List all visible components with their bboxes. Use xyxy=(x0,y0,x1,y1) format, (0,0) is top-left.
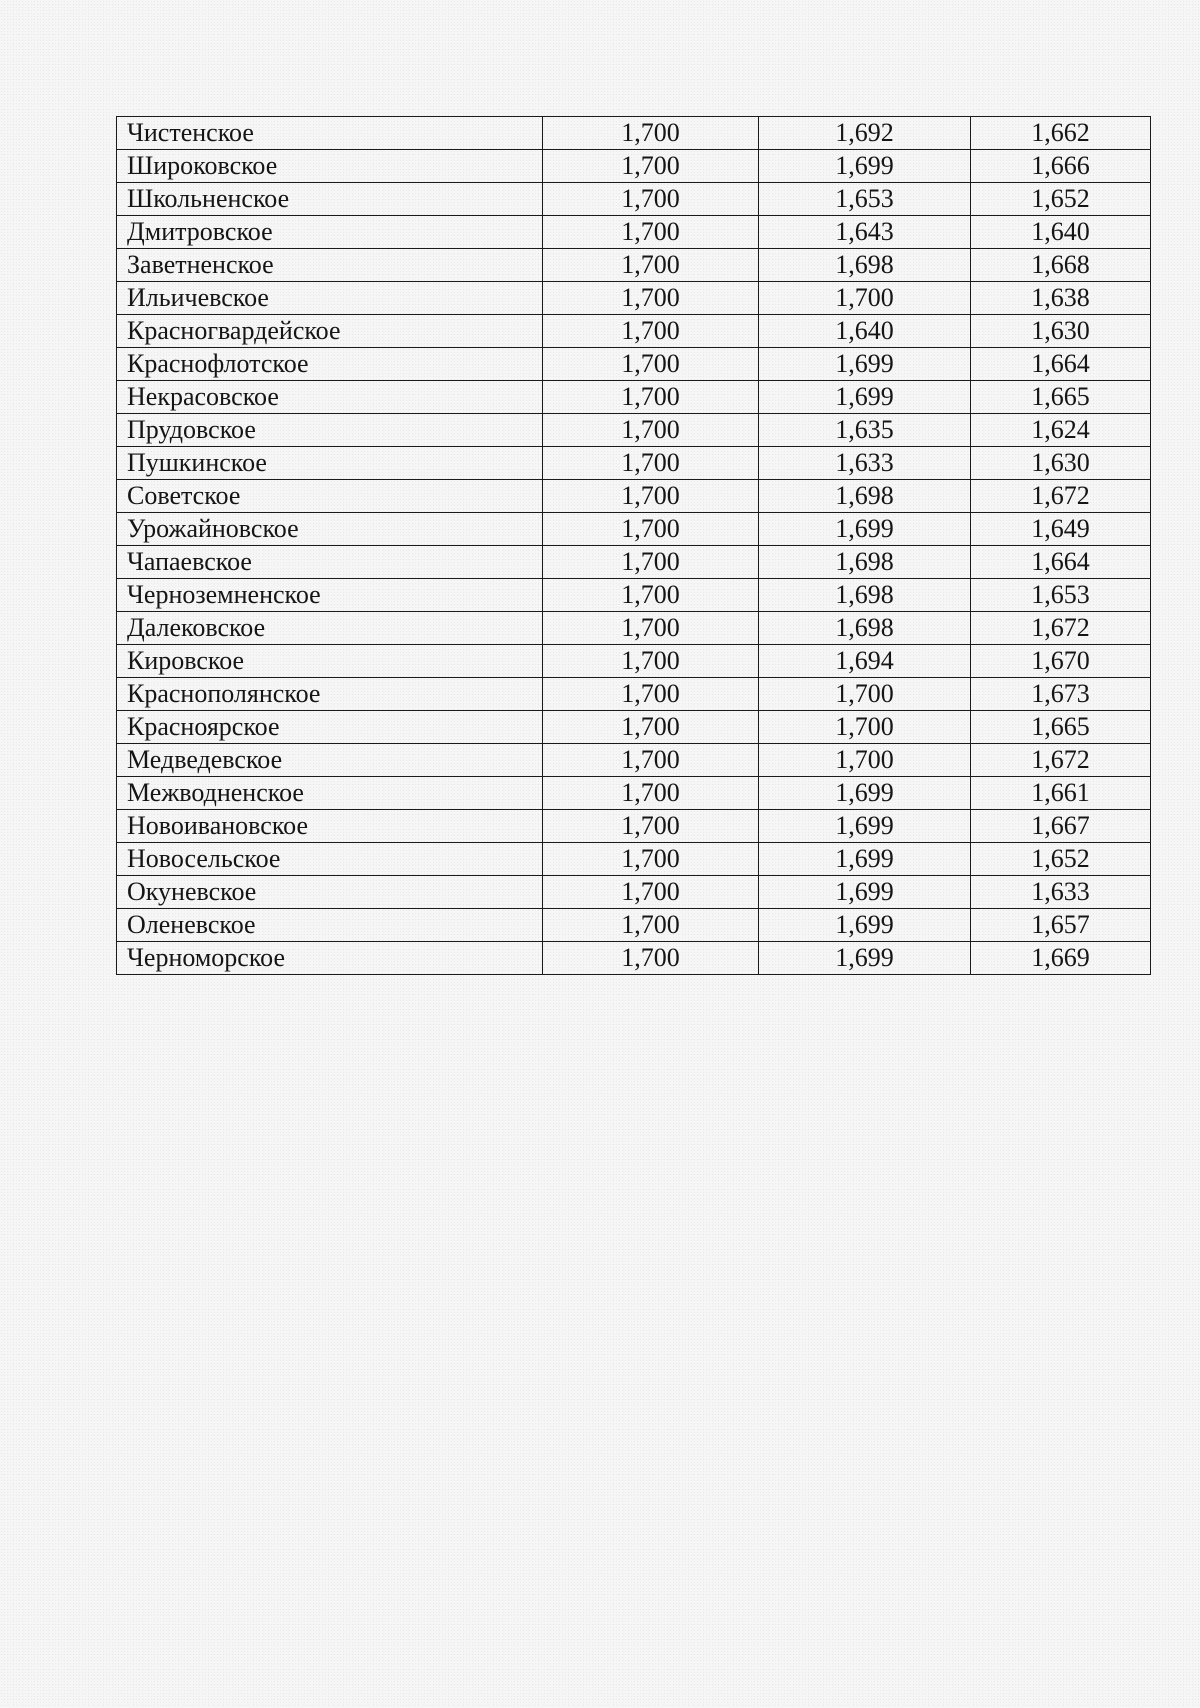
value-1-cell: 1,700 xyxy=(543,348,759,381)
value-1-cell: 1,700 xyxy=(543,447,759,480)
value-2-cell: 1,653 xyxy=(759,183,971,216)
settlement-name-cell: Черноморское xyxy=(117,942,543,975)
table-row xyxy=(117,282,1151,315)
settlement-name-cell: Урожайновское xyxy=(117,513,543,546)
value-2-cell: 1,635 xyxy=(759,414,971,447)
value-3-cell: 1,670 xyxy=(971,645,1151,678)
table-row xyxy=(117,876,1151,909)
value-2-cell: 1,699 xyxy=(759,909,971,942)
table-row xyxy=(117,150,1151,183)
value-3-cell: 1,630 xyxy=(971,315,1151,348)
value-3-cell: 1,638 xyxy=(971,282,1151,315)
value-1-cell: 1,700 xyxy=(543,513,759,546)
value-1-cell: 1,700 xyxy=(543,876,759,909)
value-3-cell: 1,664 xyxy=(971,348,1151,381)
settlement-name-cell: Ильичевское xyxy=(117,282,543,315)
value-2-cell: 1,700 xyxy=(759,282,971,315)
settlement-name-cell: Кировское xyxy=(117,645,543,678)
value-3-cell: 1,664 xyxy=(971,546,1151,579)
table-row xyxy=(117,579,1151,612)
value-2-cell: 1,699 xyxy=(759,381,971,414)
settlement-name-cell: Красногвардейское xyxy=(117,315,543,348)
settlement-name-cell: Межводненское xyxy=(117,777,543,810)
value-3-cell: 1,657 xyxy=(971,909,1151,942)
value-1-cell: 1,700 xyxy=(543,579,759,612)
table-row xyxy=(117,513,1151,546)
value-1-cell: 1,700 xyxy=(543,843,759,876)
value-3-cell: 1,672 xyxy=(971,744,1151,777)
table-row xyxy=(117,744,1151,777)
value-1-cell: 1,700 xyxy=(543,282,759,315)
settlement-name-cell: Далековское xyxy=(117,612,543,645)
value-3-cell: 1,667 xyxy=(971,810,1151,843)
settlement-name-cell: Черноземненское xyxy=(117,579,543,612)
table-row xyxy=(117,315,1151,348)
value-1-cell: 1,700 xyxy=(543,777,759,810)
table-row xyxy=(117,414,1151,447)
value-1-cell: 1,700 xyxy=(543,414,759,447)
settlement-name-cell: Оленевское xyxy=(117,909,543,942)
value-3-cell: 1,661 xyxy=(971,777,1151,810)
value-2-cell: 1,692 xyxy=(759,117,971,150)
value-2-cell: 1,640 xyxy=(759,315,971,348)
settlement-name-cell: Заветненское xyxy=(117,249,543,282)
table-row xyxy=(117,909,1151,942)
settlement-name-cell: Новоивановское xyxy=(117,810,543,843)
value-1-cell: 1,700 xyxy=(543,381,759,414)
settlement-name-cell: Чистенское xyxy=(117,117,543,150)
table-row xyxy=(117,612,1151,645)
settlement-name-cell: Школьненское xyxy=(117,183,543,216)
value-2-cell: 1,694 xyxy=(759,645,971,678)
value-2-cell: 1,699 xyxy=(759,843,971,876)
table-row xyxy=(117,348,1151,381)
value-3-cell: 1,652 xyxy=(971,183,1151,216)
value-1-cell: 1,700 xyxy=(543,315,759,348)
settlement-name-cell: Медведевское xyxy=(117,744,543,777)
value-2-cell: 1,699 xyxy=(759,513,971,546)
value-2-cell: 1,698 xyxy=(759,612,971,645)
value-2-cell: 1,699 xyxy=(759,942,971,975)
value-1-cell: 1,700 xyxy=(543,249,759,282)
value-1-cell: 1,700 xyxy=(543,546,759,579)
value-1-cell: 1,700 xyxy=(543,183,759,216)
settlement-name-cell: Дмитровское xyxy=(117,216,543,249)
table-row xyxy=(117,546,1151,579)
settlement-name-cell: Чапаевское xyxy=(117,546,543,579)
value-2-cell: 1,699 xyxy=(759,150,971,183)
value-3-cell: 1,669 xyxy=(971,942,1151,975)
settlement-name-cell: Некрасовское xyxy=(117,381,543,414)
value-3-cell: 1,665 xyxy=(971,711,1151,744)
table-row xyxy=(117,942,1151,975)
value-2-cell: 1,700 xyxy=(759,744,971,777)
value-2-cell: 1,698 xyxy=(759,546,971,579)
table-row xyxy=(117,843,1151,876)
value-3-cell: 1,653 xyxy=(971,579,1151,612)
value-1-cell: 1,700 xyxy=(543,744,759,777)
value-1-cell: 1,700 xyxy=(543,216,759,249)
value-2-cell: 1,698 xyxy=(759,480,971,513)
settlement-name-cell: Новосельское xyxy=(117,843,543,876)
value-2-cell: 1,699 xyxy=(759,810,971,843)
value-1-cell: 1,700 xyxy=(543,480,759,513)
value-3-cell: 1,672 xyxy=(971,480,1151,513)
value-1-cell: 1,700 xyxy=(543,810,759,843)
value-2-cell: 1,700 xyxy=(759,711,971,744)
value-2-cell: 1,698 xyxy=(759,579,971,612)
table-row xyxy=(117,810,1151,843)
value-2-cell: 1,633 xyxy=(759,447,971,480)
value-1-cell: 1,700 xyxy=(543,942,759,975)
value-3-cell: 1,624 xyxy=(971,414,1151,447)
settlement-values-table xyxy=(116,116,1151,975)
value-3-cell: 1,665 xyxy=(971,381,1151,414)
settlement-name-cell: Красноярское xyxy=(117,711,543,744)
settlement-name-cell: Пушкинское xyxy=(117,447,543,480)
value-3-cell: 1,649 xyxy=(971,513,1151,546)
value-2-cell: 1,698 xyxy=(759,249,971,282)
table-row xyxy=(117,711,1151,744)
value-2-cell: 1,699 xyxy=(759,777,971,810)
settlement-name-cell: Краснополянское xyxy=(117,678,543,711)
value-2-cell: 1,699 xyxy=(759,348,971,381)
value-3-cell: 1,652 xyxy=(971,843,1151,876)
value-1-cell: 1,700 xyxy=(543,117,759,150)
value-2-cell: 1,643 xyxy=(759,216,971,249)
value-3-cell: 1,662 xyxy=(971,117,1151,150)
value-1-cell: 1,700 xyxy=(543,150,759,183)
table-row xyxy=(117,645,1151,678)
value-1-cell: 1,700 xyxy=(543,678,759,711)
value-3-cell: 1,640 xyxy=(971,216,1151,249)
value-3-cell: 1,668 xyxy=(971,249,1151,282)
value-1-cell: 1,700 xyxy=(543,612,759,645)
table-row xyxy=(117,183,1151,216)
value-1-cell: 1,700 xyxy=(543,909,759,942)
settlement-name-cell: Прудовское xyxy=(117,414,543,447)
value-3-cell: 1,630 xyxy=(971,447,1151,480)
value-3-cell: 1,672 xyxy=(971,612,1151,645)
value-1-cell: 1,700 xyxy=(543,711,759,744)
table-row xyxy=(117,216,1151,249)
value-3-cell: 1,633 xyxy=(971,876,1151,909)
table-row xyxy=(117,777,1151,810)
settlement-name-cell: Широковское xyxy=(117,150,543,183)
table-row xyxy=(117,480,1151,513)
value-2-cell: 1,699 xyxy=(759,876,971,909)
table-row xyxy=(117,117,1151,150)
value-1-cell: 1,700 xyxy=(543,645,759,678)
table-row xyxy=(117,678,1151,711)
settlement-name-cell: Краснофлотское xyxy=(117,348,543,381)
table-row xyxy=(117,249,1151,282)
table-row xyxy=(117,381,1151,414)
value-3-cell: 1,673 xyxy=(971,678,1151,711)
settlement-name-cell: Окуневское xyxy=(117,876,543,909)
value-2-cell: 1,700 xyxy=(759,678,971,711)
table-body xyxy=(117,117,1151,975)
settlement-name-cell: Советское xyxy=(117,480,543,513)
table-row xyxy=(117,447,1151,480)
value-3-cell: 1,666 xyxy=(971,150,1151,183)
